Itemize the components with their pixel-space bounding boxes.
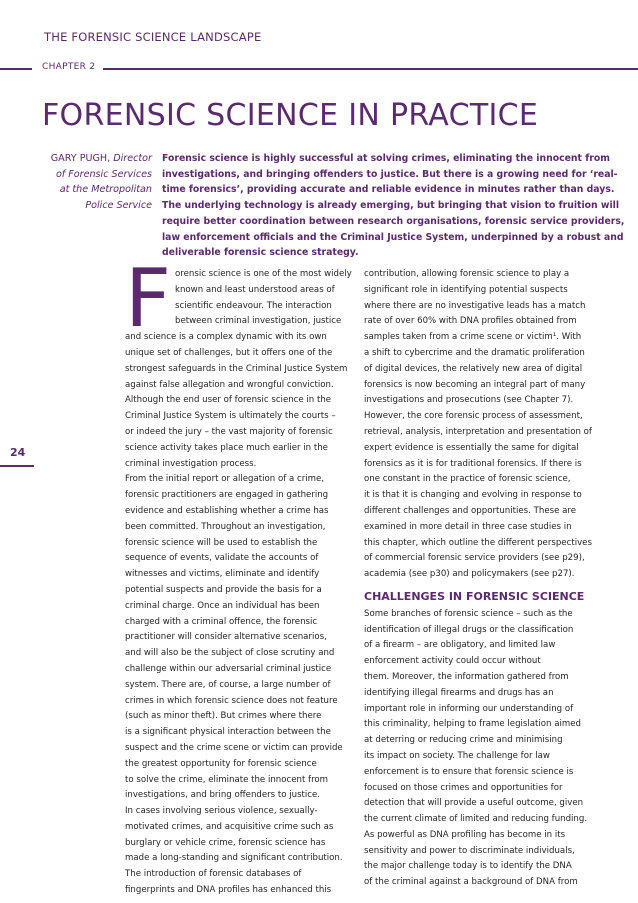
author-byline xyxy=(30,151,152,214)
body-line: As powerful as DNA profiling has become in its xyxy=(364,829,566,840)
body-line: of a firearm – are obligatory, and limited law xyxy=(364,640,556,651)
body-line: or indeed the jury – the vast majority of forensic xyxy=(125,426,333,437)
body-line: orensic science is one of the most widely xyxy=(175,269,352,279)
article-title: FORENSIC SCIENCE IN PRACTICE xyxy=(42,98,539,133)
author-line: of Forensic Services xyxy=(55,168,152,180)
body-line: academia (see p30) and policymakers (see p27). xyxy=(364,569,575,580)
standfirst-line: investigations, and bringing offenders to justice. But there is a growing need for ‘real- xyxy=(162,168,618,180)
body-column-2 xyxy=(364,267,594,891)
author-role: Director xyxy=(113,153,152,164)
body-line: rate of over 60% with DNA profiles obtained from xyxy=(364,316,577,327)
body-line: evidence and establishing whether a crime has xyxy=(125,505,329,516)
body-line: From the initial report or allegation of a crime, xyxy=(125,474,325,485)
body-line: and will also be the subject of close scrutiny and xyxy=(125,648,335,659)
body-line: where there are no investigative leads has a match xyxy=(364,300,586,311)
body-line: different challenges and opportunities. These are xyxy=(364,505,576,516)
body-line: investigations and prosecutions (see Chapter 7). xyxy=(364,395,574,406)
body-line: expert evidence is essentially the same for digital xyxy=(364,442,579,453)
author-name: GARY PUGH, xyxy=(50,153,114,164)
body-line: suspect and the crime scene or victim can provide xyxy=(125,742,343,753)
body-line: the current climate of limited and reducing funding. xyxy=(364,814,588,825)
body-line: forensics is now becoming an integral part of many xyxy=(364,379,586,390)
body-line: criminal investigation process. xyxy=(125,458,257,469)
body-line: Criminal Justice System is ultimately the courts – xyxy=(125,411,336,422)
body-line: of commercial forensic service providers (see p29), xyxy=(364,553,585,564)
body-line: practitioner will consider alternative scenarios, xyxy=(125,632,327,643)
body-line: identification of illegal drugs or the classification xyxy=(364,624,574,635)
body-line: the major challenge today is to identify the DNA xyxy=(364,861,572,872)
body-line: sensitivity and power to discriminate individuals, xyxy=(364,845,575,856)
body-line: them. Moreover, the information gathered from xyxy=(364,671,569,682)
body-line: of digital devices, the relatively new area of digital xyxy=(364,363,583,374)
running-title: THE FORENSIC SCIENCE LANDSCAPE xyxy=(44,30,262,44)
body-line: crimes in which forensic science does not feature xyxy=(125,695,338,706)
body-line: against false allegation and wrongful conviction. xyxy=(125,379,334,390)
body-line: been committed. Throughout an investigation, xyxy=(125,521,326,532)
standfirst-line: Forensic science is highly successful at solving crimes, eliminating the innocent from xyxy=(162,153,610,164)
body-line: criminal charge. Once an individual has been xyxy=(125,600,320,611)
body-line: it is that it is changing and evolving in response to xyxy=(364,490,582,501)
chapter-label: CHAPTER 2 xyxy=(42,62,96,72)
body-line: challenge within our adversarial criminal justice xyxy=(125,663,332,674)
body-line: scientific endeavour. The interaction xyxy=(175,300,332,311)
body-line: strongest safeguards in the Criminal Justice System xyxy=(125,363,348,374)
body-line: Although the end user of forensic science in the xyxy=(125,395,332,406)
body-line: forensic practitioners are engaged in gathering xyxy=(125,490,329,501)
body-line: at deterring or reducing crime and minimising xyxy=(364,735,563,746)
body-line: forensics as it is for traditional forensics. If there is xyxy=(364,458,582,469)
body-line: charged with a criminal offence, the forensic xyxy=(125,616,318,627)
page-number: 24 xyxy=(10,446,26,459)
standfirst-line: require better coordination between research organisations, forensic service providers, xyxy=(162,215,625,227)
body-line: important role in informing our understanding of xyxy=(364,703,574,714)
body-line: system. There are, of course, a large number of xyxy=(125,679,331,690)
body-line: examined in more detail in three case studies in xyxy=(364,521,572,532)
chapter-rule xyxy=(0,68,638,69)
body-line: made a long-standing and significant contribution. xyxy=(125,853,343,864)
body-line: enforcement activity could occur without xyxy=(364,656,541,667)
standfirst-line: law enforcement officials and the Criminal Justice System, underpinned by a robust and xyxy=(162,231,624,243)
section-heading: CHALLENGES IN FORENSIC SCIENCE xyxy=(364,589,585,603)
body-line: motivated crimes, and acquisitive crime such as xyxy=(125,821,334,832)
standfirst-line: The underlying technology is already emerging, but bringing that vision to fruition will xyxy=(162,200,620,212)
standfirst-line: time forensics’, providing accurate and reliable evidence in minutes rather than days. xyxy=(162,184,615,196)
body-line: detection that will provide a useful outcome, given xyxy=(364,798,584,809)
body-line: its impact on society. The challenge for law xyxy=(364,750,550,761)
body-line: retrieval, analysis, interpretation and presentation of xyxy=(364,426,592,437)
body-line: forensic science will be used to establish the xyxy=(125,537,318,548)
body-line: a shift to cybercrime and the dramatic proliferation xyxy=(364,347,585,358)
author-line xyxy=(30,151,152,167)
body-line: investigations, and bring offenders to justice. xyxy=(125,790,321,801)
body-line: and science is a complex dynamic with its own xyxy=(125,332,327,343)
body-column-1 xyxy=(125,267,352,899)
body-line: (such as minor theft). But crimes where there xyxy=(125,711,322,722)
drop-cap: F xyxy=(125,252,172,345)
body-line: this criminality, helping to frame legislation aimed xyxy=(364,719,582,730)
body-line: burglary or vehicle crime, forensic science has xyxy=(125,837,326,848)
body-line: of the criminal against a background of DNA from xyxy=(364,877,578,888)
body-line: one constant in the practice of forensic science, xyxy=(364,474,571,485)
body-line: significant role in identifying potential suspects xyxy=(364,284,568,295)
body-line: The introduction of forensic databases of xyxy=(125,869,302,880)
body-line: is a significant physical interaction between the xyxy=(125,727,331,738)
body-line: potential suspects and provide the basis for a xyxy=(125,584,322,595)
author-line: Police Service xyxy=(85,200,152,212)
body-line: focused on those crimes and opportunities for xyxy=(364,782,563,793)
body-line: between criminal investigation, justice xyxy=(175,316,342,327)
body-line: science activity takes place much earlier in the xyxy=(125,442,328,453)
body-line: In cases involving serious violence, sexually- xyxy=(125,806,318,817)
body-line: samples taken from a crime scene or victim¹. With xyxy=(364,332,582,343)
body-line: contribution, allowing forensic science to play a xyxy=(364,269,570,279)
standfirst xyxy=(162,151,625,261)
body-line: known and least understood areas of xyxy=(175,284,335,295)
body-line: identifying illegal firearms and drugs has an xyxy=(364,687,554,698)
body-line: to solve the crime, eliminate the innocent from xyxy=(125,774,329,785)
body-line: Some branches of forensic science – such as the xyxy=(364,608,573,619)
body-line: sequence of events, validate the accounts of xyxy=(125,553,319,564)
body-line: unique set of challenges, but it offers one of the xyxy=(125,347,333,358)
page-number-rule xyxy=(0,465,34,467)
body-line: enforcement is to ensure that forensic science is xyxy=(364,766,574,777)
body-line: this chapter, which outline the different perspectives xyxy=(364,537,592,548)
author-line: at the Metropolitan xyxy=(59,184,152,196)
body-line: fingerprints and DNA profiles has enhanced this xyxy=(125,885,332,896)
body-line: witnesses and victims, eliminate and identify xyxy=(125,569,320,580)
body-line: the greatest opportunity for forensic science xyxy=(125,758,317,769)
standfirst-line: deliverable forensic science strategy. xyxy=(162,247,359,259)
body-line: However, the core forensic process of assessment, xyxy=(364,411,583,422)
